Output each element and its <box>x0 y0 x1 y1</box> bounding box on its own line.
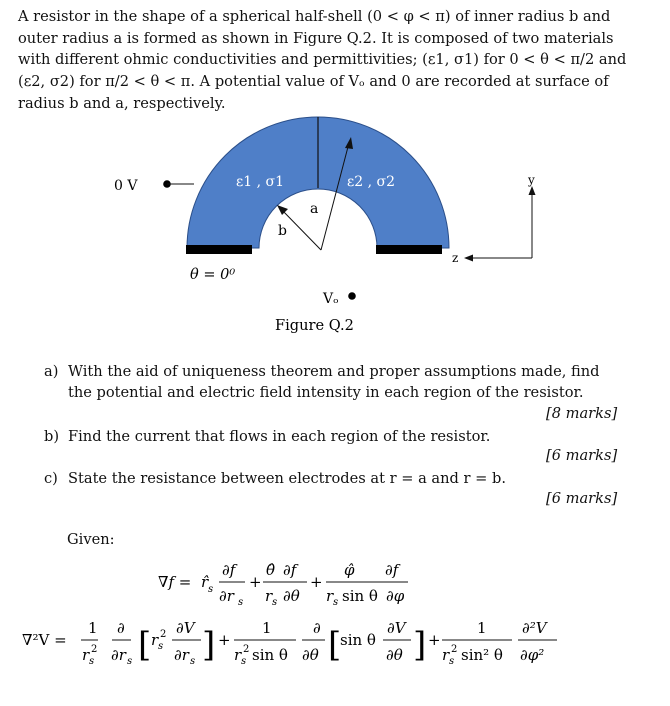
grad-plus-1: + <box>249 573 262 591</box>
grad-df-1: ∂f <box>222 561 236 579</box>
intro-line-3: with different ohmic conductivities and permittivities; (ε1, σ1) for 0 < θ < π/2 and <box>18 51 627 69</box>
grad-sin: sin θ <box>342 587 378 605</box>
lap-r-in-sub: s <box>158 641 164 652</box>
intro-line-4: (ε2, σ2) for π/2 < θ < π. A potential value of Vₒ and 0 are recorded at surface of <box>18 73 609 91</box>
question-c <box>44 468 644 490</box>
intro-line-1: A resistor in the shape of a spherical half-shell (0 < φ < π) of inner radius b and <box>18 8 611 25</box>
grad-phi-hat: φ̂ <box>344 561 355 579</box>
lap-r-in: r <box>151 631 159 649</box>
grad-r-hat: r̂ <box>201 573 209 591</box>
grad-dr: ∂r <box>219 587 234 605</box>
grad-dtheta: ∂θ <box>283 587 300 605</box>
lap-sin-sq: sin² θ <box>461 646 503 664</box>
z-axis-label: z <box>452 251 459 265</box>
radius-b-label: b <box>278 223 287 239</box>
grad-df-3: ∂f <box>385 561 399 579</box>
z-axis-arrowhead <box>464 255 473 262</box>
lap-sin-1: sin θ <box>252 646 288 664</box>
question-c-marks: [6 marks] <box>546 490 618 507</box>
question-a <box>44 361 644 405</box>
region1-label: ε1 , σ1 <box>236 174 284 190</box>
question-a-label: a) <box>44 363 59 380</box>
grad-dphi: ∂φ <box>386 587 405 605</box>
grad-rsin: r <box>326 587 334 605</box>
lap-dV-1: ∂V <box>176 619 195 637</box>
lap-dtheta-1: ∂θ <box>302 646 319 664</box>
given-label: Given: <box>67 531 115 548</box>
lap-dphi2: ∂φ² <box>520 646 545 664</box>
lap-d-2: ∂ <box>313 619 321 637</box>
grad-rs-2-sub: s <box>272 597 278 608</box>
grad-plus-2: + <box>310 573 323 591</box>
intro-line-5: radius b and a, respectively. <box>18 94 226 112</box>
vo-label: Vₒ <box>323 291 339 307</box>
grad-rsin-sub: s <box>333 597 339 608</box>
lap-dr-2: ∂r <box>174 646 189 664</box>
lap-r-1: r <box>82 646 90 664</box>
grad-df-2: ∂f <box>283 561 297 579</box>
question-c-label: c) <box>44 470 58 487</box>
y-axis-label: y <box>528 173 535 187</box>
y-axis-arrowhead <box>529 186 536 195</box>
electrode-right <box>376 245 442 254</box>
lap-d2V: ∂²V <box>522 619 547 637</box>
radius-b-arrowhead <box>277 205 288 215</box>
lap-plus-1: + <box>218 631 231 649</box>
gradient-equation <box>158 561 408 608</box>
lap-rbracket-1: ] <box>202 625 216 665</box>
lap-lbracket-2: [ <box>328 625 342 665</box>
grad-rs-2: r <box>265 587 273 605</box>
theta-label: θ = 0⁰ <box>190 267 236 283</box>
lap-one-3: 1 <box>477 619 487 637</box>
lap-r-3-sup: 2 <box>451 644 458 655</box>
figure-caption: Figure Q.2 <box>275 317 354 334</box>
lap-one-2: 1 <box>262 619 272 637</box>
lap-sin-2: sin θ <box>340 631 376 649</box>
grad-lhs: ∇f = <box>158 573 192 591</box>
grad-theta-hat: θ̂ <box>266 561 276 579</box>
lap-one-1: 1 <box>88 619 98 637</box>
laplacian-equation <box>22 619 557 667</box>
question-a-marks: [8 marks] <box>546 405 618 422</box>
question-b <box>44 426 644 448</box>
lap-dtheta-2: ∂θ <box>386 646 403 664</box>
vo-terminal <box>348 292 356 300</box>
lap-r-3: r <box>442 646 450 664</box>
lap-rbracket-2: ] <box>413 625 427 665</box>
lap-r-1-sup: 2 <box>91 644 98 655</box>
electrode-left <box>186 245 252 254</box>
question-a-line-1: With the aid of uniqueness theorem and proper assumptions made, find <box>68 363 600 380</box>
question-c-line-1: State the resistance between electrodes at r = a and r = b. <box>68 470 506 487</box>
lap-dr-2-sub: s <box>190 656 196 667</box>
lap-lbracket-1: [ <box>138 625 152 665</box>
lap-r-2: r <box>234 646 242 664</box>
question-a-line-2: the potential and electric field intensity in each region of the resistor. <box>68 384 584 401</box>
lap-dr-1: ∂r <box>111 646 126 664</box>
lap-r-2-sup: 2 <box>243 644 250 655</box>
grad-dr-sub: s <box>238 597 244 608</box>
grad-r-hat-sub: s <box>208 584 214 595</box>
lap-plus-2: + <box>428 631 441 649</box>
zero-volt-label: 0 V <box>114 178 138 194</box>
lap-dV-2: ∂V <box>387 619 406 637</box>
question-b-line-1: Find the current that flows in each region of the resistor. <box>68 428 491 445</box>
region2-label: ε2 , σ2 <box>347 174 395 190</box>
intro-line-2: outer radius a is formed as shown in Figure Q.2. It is composed of two materials <box>18 29 614 47</box>
radius-a-label: a <box>310 201 319 217</box>
lap-d-1: ∂ <box>117 619 125 637</box>
question-b-marks: [6 marks] <box>546 447 618 464</box>
lap-r-2-sub: s <box>241 656 247 667</box>
question-b-label: b) <box>44 428 60 445</box>
lap-r-in-sup: 2 <box>160 629 167 640</box>
lap-r-1-sub: s <box>89 656 95 667</box>
lap-r-3-sub: s <box>449 656 455 667</box>
lap-dr-1-sub: s <box>127 656 133 667</box>
lap-lhs: ∇²V = <box>22 631 67 649</box>
